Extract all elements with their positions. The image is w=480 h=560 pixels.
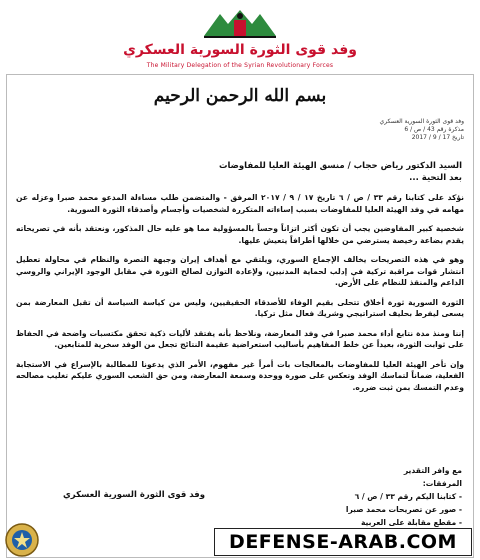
body-paragraph: وإن تأخر الهيئة العليا للمفاوضات بالمعالجات بات أمراً غير مفهوم، الأمر الذي يدعونا للمطالبة بالإسراع في الاستجابة الفعلية، ضماناً لتماسك الوفد وتعكس على صورة ووحدة وسمعة المعارضة، ومن حق الشعب السوري عليكم تغليب مصالحه وعدم التمسك بمن ثبت ضرره. (16, 359, 464, 392)
org-name-english: The Military Delegation of the Syrian Revolutionary Forces (146, 62, 334, 69)
body-paragraph: نؤكد على كتابنا رقم ٣٣ / ص / ٦ تاريخ ١٧ / ٩ / ٢٠١٧ المرفق - والمتضمن طلب مساءلة المدعو محمد صبرا وعزله عن مهامه في وفد الهيئة العليا للمفاوضات بسبب إساءاته المتكررة لشخصيات وأجسام وأصدقاء الثورة السورية. (16, 193, 465, 214)
recipient-line: السيد الدكتور رياض حجاب / منسق الهيئة العليا للمفاوضات (218, 161, 462, 171)
site-emblem-icon (4, 522, 40, 558)
org-logo (198, 6, 282, 40)
reference-line: مذكرة رقم 43 / ص / 6 (404, 126, 464, 133)
reference-line: تاريخ 17 / 9 / 2017 (411, 134, 464, 141)
attachments-heading: المرفقات: (422, 479, 462, 488)
attachment-item: - كتابنا اليكم رقم ٣٣ / ص / ٦ (354, 492, 462, 501)
reference-block (264, 118, 464, 142)
body-paragraph: إننا ومنذ مدة نتابع أداء محمد صبرا في وفد المعارضة، ونلاحظ بأنه يفتقد لأليات ذكية تحقق مكتسبات واضحة في الحفاظ على ثوابت الثورة، بعيداً عن خلط المفاهيم بأساليب استعراضية عقيمة النتائج تجعل من الوفد سخرية للمتابعين. (16, 328, 464, 349)
watermark-banner: DEFENSE-ARAB.COM (214, 528, 472, 556)
body-paragraph: شخصية كبير المفاوضين يجب أن تكون أكثر اتزاناً وحساً بالمسؤولية مما هو عليه حال المذكور، ونعتقد بأنه في تصريحاته يقدم بضاعة رخيصة يسترضي من خلالها أطرافاً يتعيش عليها. (16, 224, 464, 245)
greeting-line: بعد التحية ... (409, 173, 462, 183)
attachment-item: - مقطع مقابلة على العربية (360, 518, 462, 527)
attachment-item: - صور عن تصريحات محمد صبرا (345, 505, 462, 514)
recipient-block (22, 160, 462, 184)
org-name-arabic: وفد قوى الثورة السورية العسكري (123, 42, 357, 58)
reference-line: وفد قوى الثورة السورية العسكري (379, 118, 464, 125)
body-paragraph: الثورة السورية ثورة أخلاق تتحلى بقيم الوفاء للأصدقاء الحقيقيين، وليس من كياسة السياسة أن تقبل المعارضة بمن يسعى ليفرط بحليف استراتيجي وشريك فعال مثل تركيا. (16, 297, 464, 318)
closing-block (262, 464, 462, 529)
body-paragraph: وهو في هذه التصريحات يخالف الإجماع السوري، ويلتقي مع أهداف إيران وجبهة النصرة والنظام في محاولة تعطيل انتشار قوات مراقبة تركية في إدلب لحماية المدنيين، ولإعادة التوازن لصالح الثورة في مقابل الوجود الإيراني والروسي الداعم والمنقذ للنظام على الأرض. (16, 255, 464, 287)
basmala-heading: بسم الله الرحمن الرحيم (153, 86, 327, 106)
closing-line: مع وافر التقدير (403, 466, 462, 475)
letter-body (16, 192, 464, 401)
signature-line: وفد قوى الثورة السورية العسكري (63, 490, 205, 500)
